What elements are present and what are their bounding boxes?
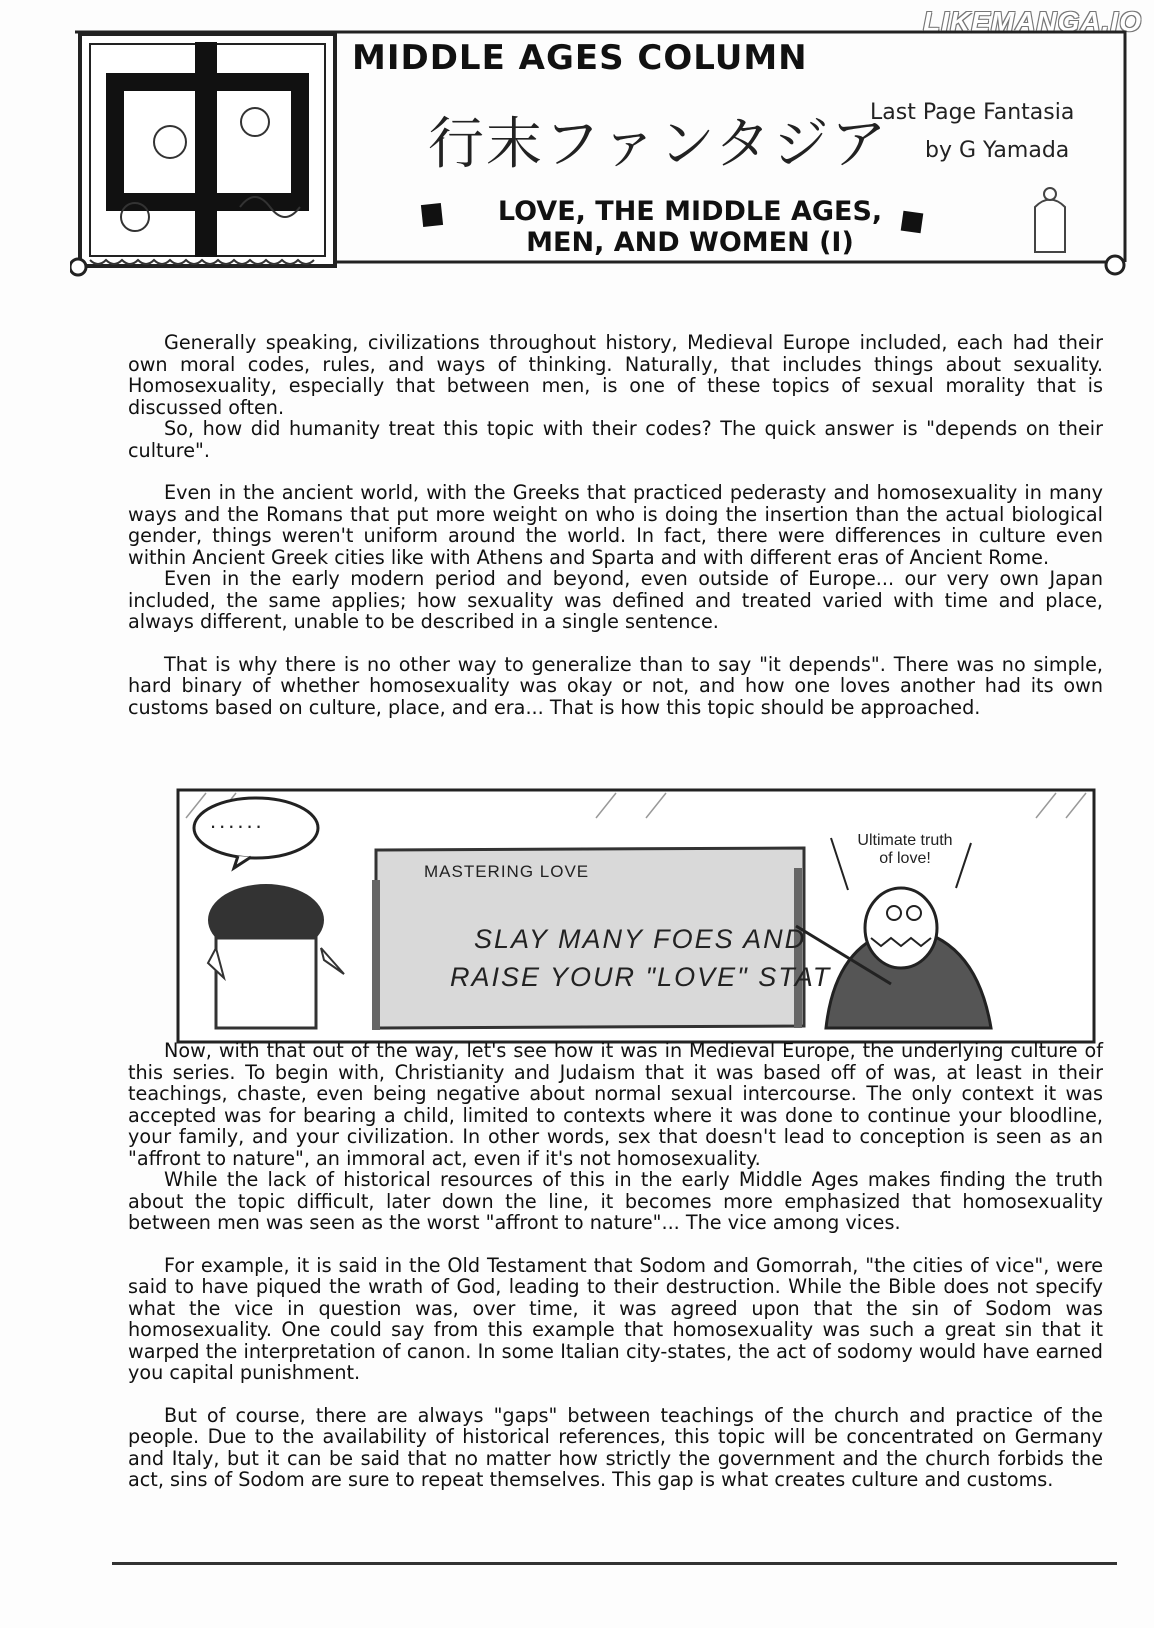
paragraph: For example, it is said in the Old Testament that Sodom and Gomorrah, "the cities of vice", were said to have piqued the wrath of God, leading to their destruction. While the Bible does not specify what the vice in question was, over time, it was agreed upon that the sin of Sodom was homosexuality. One could say from this example that homosexuality was such a great sin that it warped the interpretation of canon. In some Italian city-states, the act of sodomy would have earned you capital punishment.	[128, 1253, 1103, 1384]
right-speech-bubble: Ultimate truth of love!	[857, 832, 953, 867]
board-line-2: RAISE YOUR "LOVE" STAT	[450, 962, 832, 992]
left-speech-bubble: ......	[210, 808, 265, 833]
author-byline: by G Yamada	[925, 138, 1070, 163]
paragraph: Even in the early modern period and beyond, even outside of Europe... our very own Japan included, the same applies; how sexuality was defined and treated varied with time and place, always different, unable to be described in a single sentence.	[128, 567, 1103, 633]
paragraph: While the lack of historical resources of this in the early Middle Ages makes finding the truth about the topic difficult, later down the line, it becomes more emphasized that homosexuality between men was seen as the worst "affront to nature"... The vice among vices.	[128, 1168, 1103, 1234]
paragraph: Generally speaking, civilizations throughout history, Medieval Europe included, each had their own moral codes, rules, and ways of thinking. Naturally, that includes things about sexuality. Homosexuality, especially that between men, is one of these topics of sexual morality that is discussed often.	[128, 331, 1103, 419]
board-header: MASTERING LOVE	[424, 862, 590, 881]
board-line-1: SLAY MANY FOES AND	[474, 924, 807, 954]
column-title: MIDDLE AGES COLUMN	[352, 38, 808, 78]
japanese-title: 行末ファンタジア	[428, 112, 889, 177]
article-top	[128, 332, 1103, 718]
section-heading: LOVE, THE MIDDLE AGES, MEN, AND WOMEN (I)	[497, 196, 883, 258]
article-bottom	[128, 1040, 1103, 1491]
english-subtitle: Last Page Fantasia	[870, 100, 1075, 125]
paragraph: So, how did humanity treat this topic with their codes? The quick answer is "depends on their culture".	[128, 417, 1103, 462]
paragraph: But of course, there are always "gaps" between teachings of the church and practice of the people. Due to the availability of historical references, this topic will be concentrated on Germany and Italy, but it can be said that no matter how strictly the government and the church forbids the act, sins of Sodom are sure to repeat themselves. This gap is what creates culture and customs.	[128, 1403, 1103, 1491]
paragraph: That is why there is no other way to generalize than to say "it depends". There was no simple, hard binary of whether homosexuality was okay or not, and how one loves another had its own customs based on culture, place, and era... That is how this topic should be approached.	[128, 652, 1103, 719]
site-watermark: LIKEMANGA.IO	[923, 6, 1142, 37]
comic-panel	[176, 788, 1096, 1044]
bottom-rule	[112, 1562, 1117, 1565]
paragraph: Even in the ancient world, with the Greeks that practiced pederasty and homosexuality in many ways and the Romans that put more weight on who is doing the insertion than the actual biological gender, things weren't uniform around the world. In fact, there were differences in culture even within Ancient Greek cities like with Athens and Sparta and with different eras of Ancient Rome.	[128, 481, 1103, 569]
paragraph: Now, with that out of the way, let's see how it was in Medieval Europe, the underlying culture of this series. To begin with, Christianity and Judaism that it was based off of was, at least in their teachings, chaste, even being negative about normal sexual intercourse. The only context it was accepted was for bearing a child, limited to contexts where it was done to continue your bloodline, your family, and your civilization. In other words, sex that doesn't lead to conception is seen as an "affront to nature", an immoral act, even if it's not homosexuality.	[128, 1039, 1103, 1170]
